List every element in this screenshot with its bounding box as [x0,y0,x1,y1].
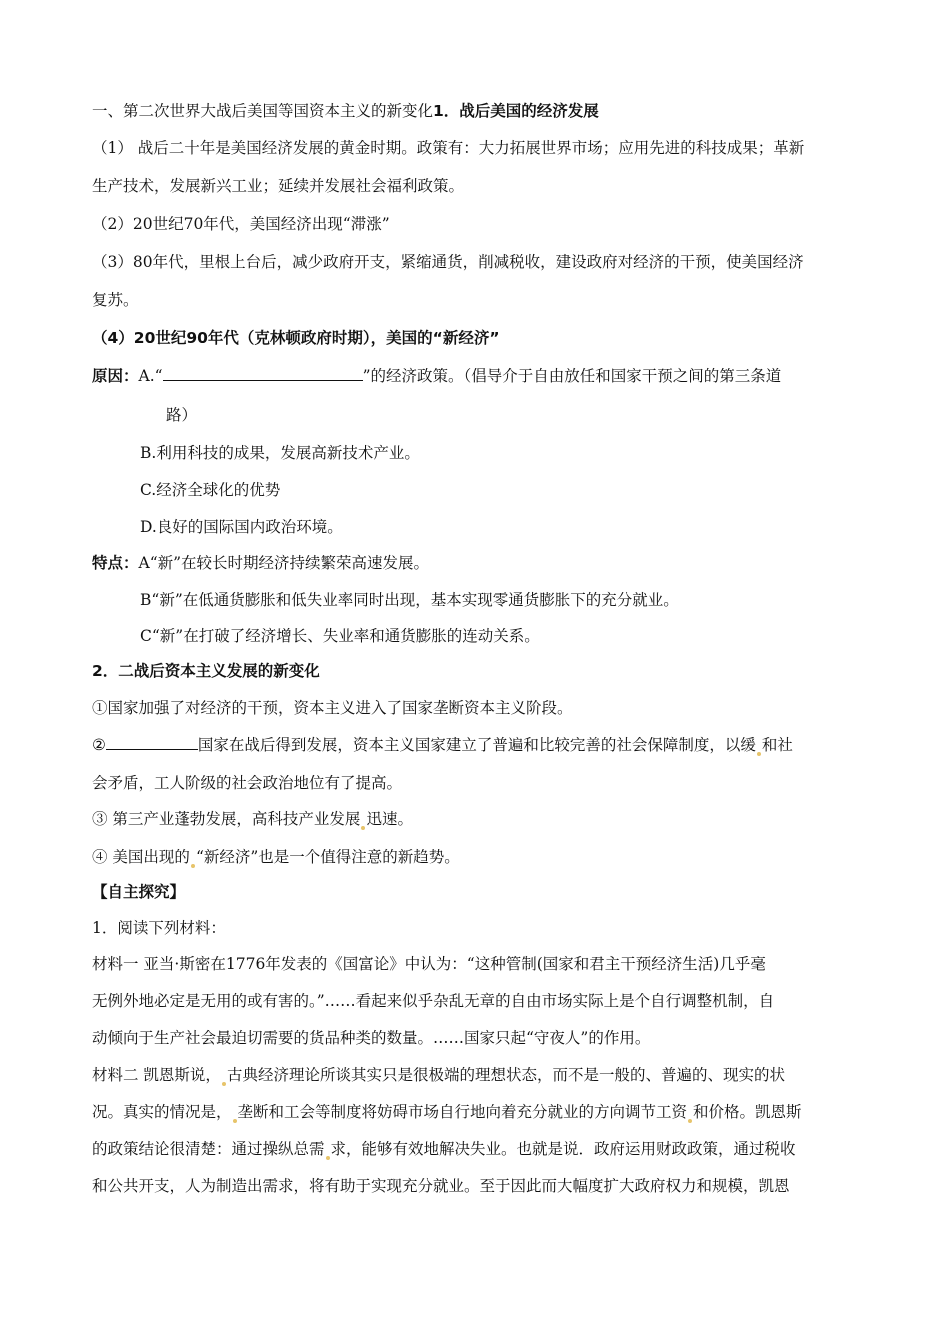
section1-heading [92,100,599,122]
m2-line3b: 求，能够有效地解决失业。也就是说．政府运用财政政策，通过税收 [330,1140,796,1158]
fill-in-blank[interactable] [106,734,198,750]
item2-part2: 和社 [761,736,793,754]
item2-prefix: ② [92,736,106,754]
features-label: 特点： [92,554,139,572]
feature-a-text: A“新”在较长时期经济持续繁荣高速发展。 [138,554,430,572]
section2-item-2 [92,734,793,756]
mark-dot-icon [361,826,365,830]
item4-part2: “新经济”也是一个值得注意的新趋势。 [195,848,460,866]
feature-a [92,552,429,574]
m2-line1a: 材料二 凯恩斯说， [92,1066,221,1084]
m2-line3a: 的政策结论很清楚：通过操纵总需 [92,1140,325,1158]
material-2-line-3 [92,1138,796,1160]
item3-part1: ③ 第三产业蓬勃发展，高科技产业发展 [92,810,361,828]
heading-plain: 一、第二次世界大战后美国等国资本主义的新变化 [92,102,434,120]
material-1-line-2: 无例外地必定是无用的或有害的。”……看起来似乎杂乱无章的自由市场实际上是个自行调整机制，自 [92,992,775,1010]
item3-part2: 迅速。 [366,810,413,828]
reason-a-suffix: ”的经济政策。（倡导介于自由放任和国家干预之间的第三条道 [362,367,782,385]
paragraph-1-line-1: （1） 战后二十年是美国经济发展的黄金时期。政策有：大力拓展世界市场；应用先进的科技成果；革新 [92,139,805,157]
material-2-line-4: 和公共开支，人为制造出需求，将有助于实现充分就业。至于因此而大幅度扩大政府权力和规模，凯恩 [92,1177,790,1195]
section2-item-1: ①国家加强了对经济的干预，资本主义进入了国家垄断资本主义阶段。 [92,699,573,717]
reason-c: C.经济全球化的优势 [140,481,281,499]
m2-line2a: 况。真实的情况是， [92,1103,232,1121]
mark-dot-icon [688,1119,692,1123]
paragraph-3-line-2: 复苏。 [92,291,139,309]
section2-heading: 2．二战后资本主义发展的新变化 [92,662,320,680]
question-1: 1．阅读下列材料： [92,919,226,937]
material-2-line-1 [92,1064,785,1086]
mark-dot-icon [222,1082,226,1086]
material-2-line-2 [92,1101,802,1123]
item4-part1: ④ 美国出现的 [92,848,190,866]
feature-b: B“新”在低通货膨胀和低失业率同时出现，基本实现零通货膨胀下的充分就业。 [140,591,679,609]
material-1-line-3: 动倾向于生产社会最迫切需要的货品种类的数量。……国家只起“守夜人”的作用。 [92,1029,651,1047]
m2-line2b: 垄断和工会等制度将妨碍市场自行地向着充分就业的方向调节工资 [237,1103,688,1121]
inquiry-heading: 【自主探究】 [92,883,186,901]
reason-d: D.良好的国际国内政治环境。 [140,518,343,536]
mark-dot-icon [233,1119,237,1123]
reason-a [92,365,781,387]
reasons-label: 原因： [92,367,139,385]
paragraph-4: （4）20世纪90年代（克林顿政府时期），美国的“新经济” [92,329,500,347]
section2-item-4 [92,846,460,868]
material-1-line-1: 材料一 亚当·斯密在1776年发表的《国富论》中认为：“这种管制(国家和君主干预经济生活)几乎毫 [92,955,766,973]
fill-in-blank[interactable] [163,365,363,381]
mark-dot-icon [757,752,761,756]
section2-item-3 [92,808,413,830]
reason-a-continuation: 路） [166,406,198,424]
paragraph-2: （2）20世纪70年代，美国经济出现“滞涨” [92,215,390,233]
reason-a-prefix: A.“ [138,367,163,385]
paragraph-3-line-1: （3）80年代，里根上台后，减少政府开支，紧缩通货，削减税收，建设政府对经济的干预，使美国经济 [92,253,804,271]
item2-part1: 国家在战后得到发展，资本主义国家建立了普遍和比较完善的社会保障制度，以缓 [197,736,756,754]
m2-line2c: 和价格。凯恩斯 [693,1103,802,1121]
mark-dot-icon [191,864,195,868]
heading-bold: 1．战后美国的经济发展 [433,102,599,120]
mark-dot-icon [326,1156,330,1160]
paragraph-1-line-2: 生产技术，发展新兴工业；延续并发展社会福利政策。 [92,177,465,195]
feature-c: C“新”在打破了经济增长、失业率和通货膨胀的连动关系。 [140,627,540,645]
reason-b: B.利用科技的成果，发展高新技术产业。 [140,444,420,462]
m2-line1b: 古典经济理论所谈其实只是很极端的理想状态，而不是一般的、普遍的、现实的状 [226,1066,785,1084]
section2-item-2-line-2: 会矛盾，工人阶级的社会政治地位有了提高。 [92,774,403,792]
